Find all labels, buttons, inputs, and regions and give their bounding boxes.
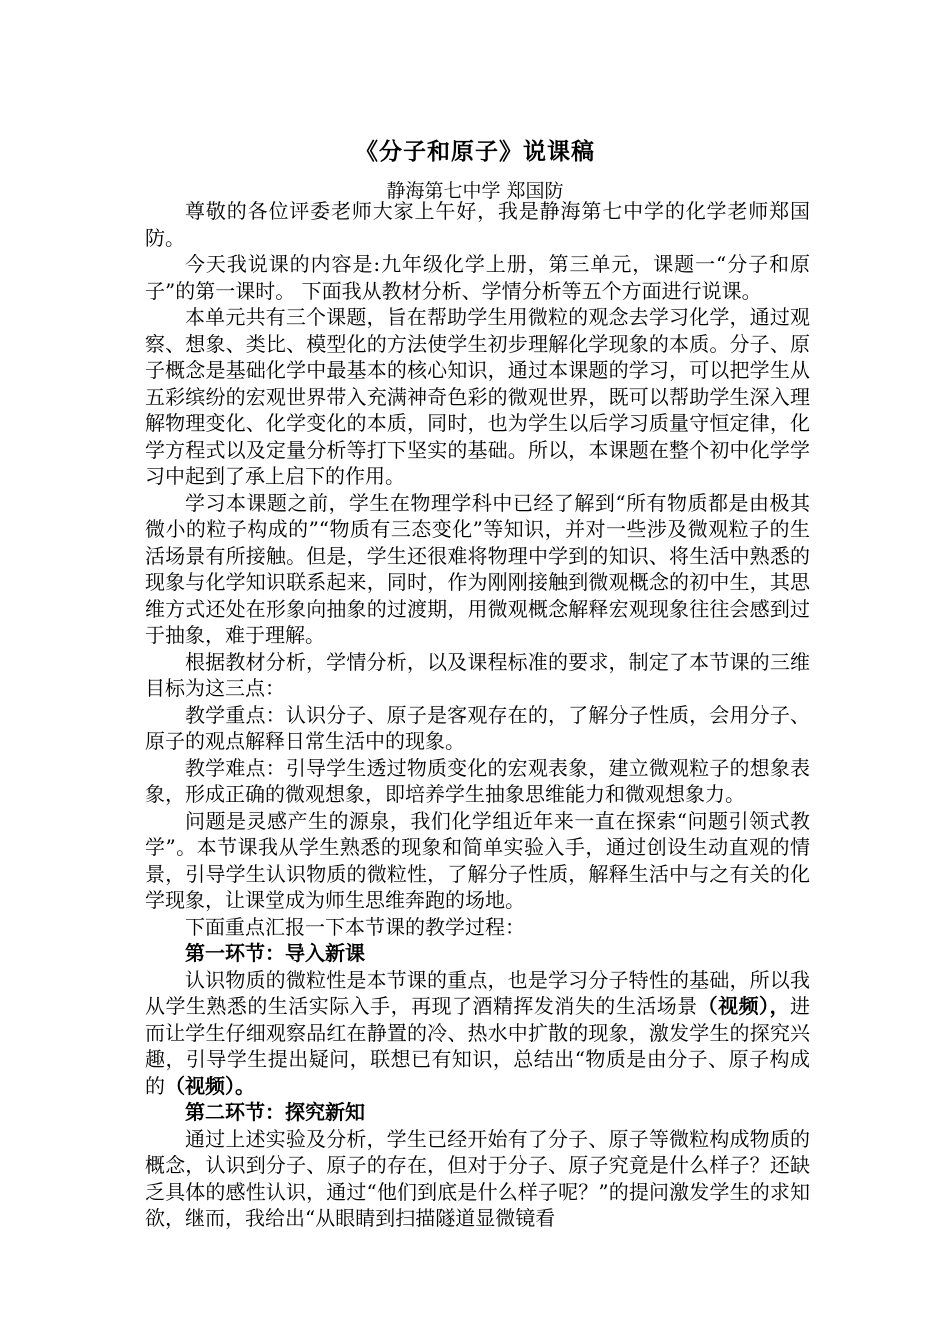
- paragraph-section-2: 通过上述实验及分析，学生已经开始有了分子、原子等微粒构成物质的概念，认识到分子、原子的存在，但对于分子、原子究竟是什么样子？还缺乏具体的感性认识，通过“他们到底是什么样子呢？”的提问激发学生的求知欲，继而，我给出“从眼睛到扫描隧道显微镜看: [145, 1126, 810, 1230]
- paragraph-teaching-method: 问题是灵感产生的源泉，我们化学组近年来一直在探索“问题引领式教学”。本节课我从学生熟悉的现象和简单实验入手，通过创设生动直观的情景，引导学生认识物质的微粒性，了解分子性质，解释生活中与之有关的化学现象，让课堂成为师生思维奔跑的场地。: [145, 808, 810, 912]
- paragraph-student-analysis: 学习本课题之前，学生在物理学科中已经了解到“所有物质都是由极其微小的粒子构成的”“物质有三态变化”等知识，并对一些涉及微观粒子的生活场景有所接触。但是，学生还很难将物理中学到的知识、将生活中熟悉的现象与化学知识联系起来，同时，作为刚刚接触到微观概念的初中生，其思维方式还处在形象向抽象的过渡期，用微观概念解释宏观现象往往会感到过于抽象，难于理解。: [145, 490, 810, 647]
- document-title: 《分子和原子》说课稿: [355, 139, 595, 165]
- paragraph-difficulties: 教学难点：引导学生透过物质变化的宏观表象，建立微观粒子的想象表象，形成正确的微观想象，即培养学生抽象思维能力和微观想象力。: [145, 755, 810, 806]
- text-run: 认识物质的微粒性是本节课的重点，也是学习分子特性的基础，所以我从学生熟悉的生活实际入手，再现了酒精挥发消失的生活场景: [145, 967, 810, 1018]
- video-marker-2: （视频）。: [165, 1073, 255, 1098]
- paragraph-textbook-analysis: 本单元共有三个课题，旨在帮助学生用微粒的观念去学习化学，通过观察、想象、类比、模型化的方法使学生初步理解化学现象的本质。分子、原子概念是基础化学中最基本的核心知识，通过本课题的学习，可以把学生从五彩缤纷的宏观世界带入充满神奇色彩的微观世界，既可以帮助学生深入理解物理变化、化学变化的本质，同时，也为学生以后学习质量守恒定律，化学方程式以及定量分析等打下坚实的基础。所以，本课题在整个初中化学学习中起到了承上启下的作用。: [145, 305, 810, 488]
- video-marker-1: （视频），: [697, 994, 790, 1018]
- paragraph-topic: 今天我说课的内容是:九年级化学上册，第三单元，课题一“分子和原子”的第一课时。 下面我从教材分析、学情分析等五个方面进行说课。: [145, 252, 810, 303]
- paragraph-process-intro: 下面重点汇报一下本节课的教学过程：: [185, 914, 525, 939]
- section-heading-2: 第二环节：探究新知: [185, 1100, 365, 1124]
- document-body: [145, 198, 810, 1232]
- paragraph-key-points: 教学重点：认识分子、原子是客观存在的，了解分子性质，会用分子、原子的观点解释日常生活中的现象。: [145, 702, 810, 753]
- author-line: 静海第七中学 郑国防: [386, 180, 564, 202]
- section-heading-1: 第一环节：导入新课: [185, 941, 365, 965]
- paragraph-objectives: 根据教材分析，学情分析，以及课程标准的要求，制定了本节课的三维目标为这三点：: [145, 649, 810, 700]
- text-run: 进而让学生仔细观察品红在静置的冷、热水中扩散的现象，激发学生的探究兴趣，引导学生提出疑问，联想已有知识，总结出“物质是由分子、原子构成的: [145, 994, 810, 1098]
- paragraph-greeting: 尊敬的各位评委老师大家上午好，我是静海第七中学的化学老师郑国防。: [145, 199, 810, 250]
- paragraph-section-1: [145, 967, 810, 1100]
